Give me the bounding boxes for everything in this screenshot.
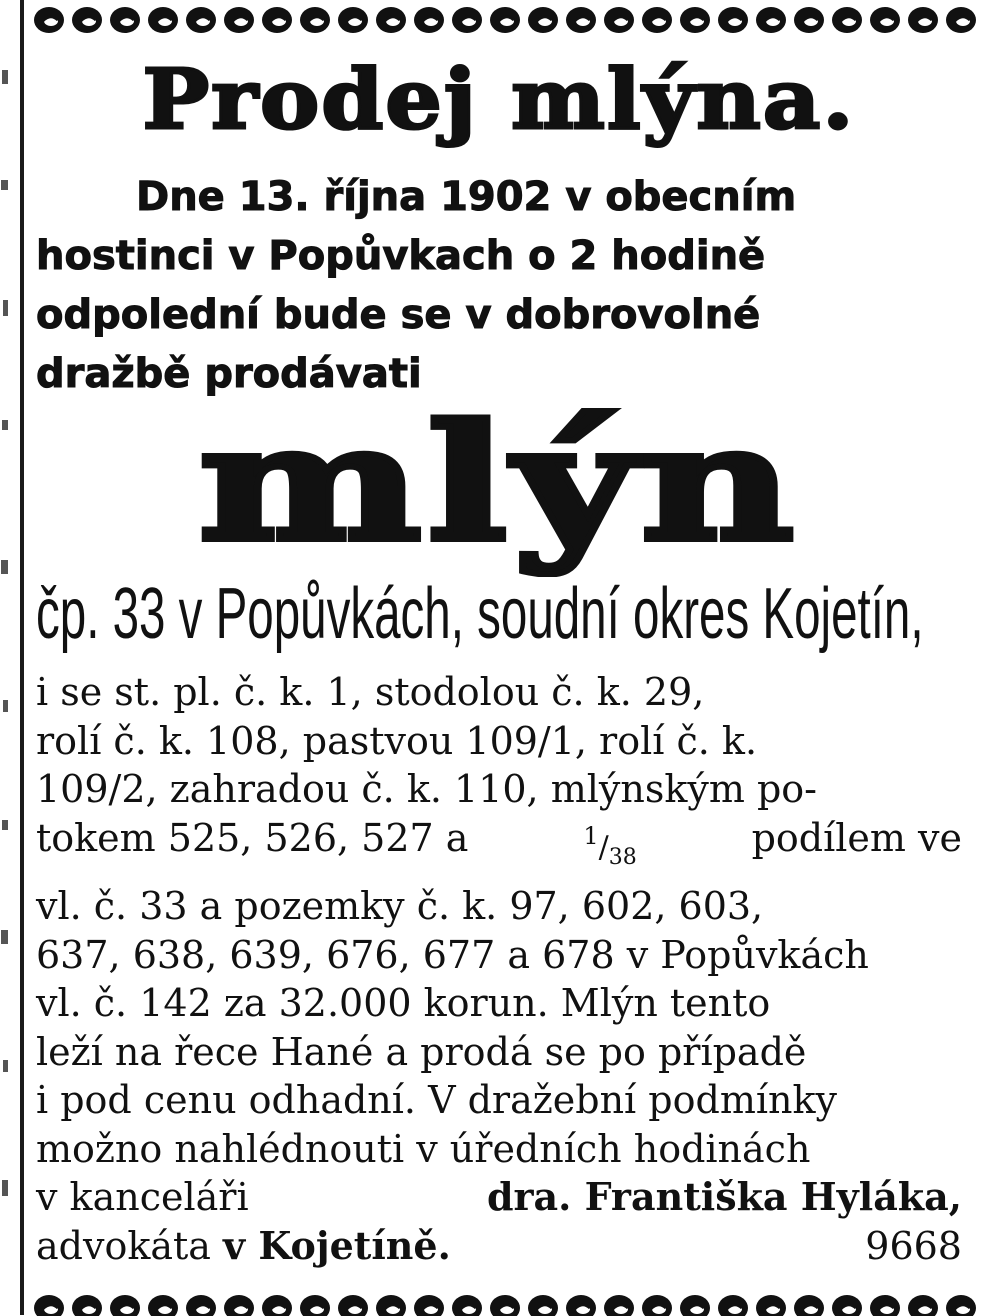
- body-line: [36, 1125, 962, 1174]
- border-ornament: [794, 7, 824, 33]
- border-ornament: [604, 1295, 634, 1316]
- border-ornament: [756, 7, 786, 33]
- border-ornament: [566, 1295, 596, 1316]
- border-ornament: [528, 7, 558, 33]
- border-ornament: [300, 7, 330, 33]
- border-ornament: [376, 1295, 406, 1316]
- body-line: [36, 814, 962, 883]
- body-line: [36, 1222, 962, 1271]
- border-ornament: [72, 7, 102, 33]
- property-subtitle: čp. 33 v Popůvkách, soudní okres Kojetín,: [36, 574, 924, 654]
- intro-line: [36, 286, 962, 345]
- border-ornament: [148, 1295, 178, 1316]
- border-ornament: [338, 7, 368, 33]
- intro-line-text: hostinci v Popůvkach o 2 hodině: [36, 233, 766, 279]
- body-paragraph: [36, 668, 962, 1270]
- body-line: [36, 979, 962, 1028]
- body-line: [36, 931, 962, 980]
- border-ornament: [756, 1295, 786, 1316]
- border-ornament: [870, 7, 900, 33]
- body-line-text: vl. č. 33 a pozemky č. k. 97, 602, 603,: [36, 884, 764, 928]
- body-line-text: i pod cenu odhadní. V dražební podmínky: [36, 1078, 837, 1122]
- body-line: [36, 882, 962, 931]
- intro-line: [36, 168, 962, 227]
- border-ornament: [34, 1295, 64, 1316]
- fraction-numerator: 1: [583, 821, 599, 850]
- body-line: [36, 765, 962, 814]
- ornamental-border-bottom: [30, 1292, 980, 1316]
- border-ornament: [566, 7, 596, 33]
- border-ornament: [642, 7, 672, 33]
- border-ornament: [414, 1295, 444, 1316]
- big-word: mlýn: [198, 389, 800, 577]
- border-ornament: [34, 7, 64, 33]
- fraction: $^1/_{38}$: [583, 821, 637, 870]
- body-line-text: leží na řece Hané a prodá se po případě: [36, 1029, 807, 1074]
- border-ornament: [376, 7, 406, 33]
- border-ornament: [832, 7, 862, 33]
- border-ornament: [718, 1295, 748, 1316]
- intro-line-text: dražbě prodávati: [36, 351, 422, 397]
- fraction-denominator: 38: [608, 844, 637, 870]
- border-ornament: [908, 1295, 938, 1316]
- border-ornament: [72, 1295, 102, 1316]
- advertisement: [36, 50, 962, 1270]
- border-ornament: [414, 7, 444, 33]
- place: v Kojetíně.: [223, 1222, 451, 1268]
- border-ornament: [224, 1295, 254, 1316]
- body-line: [36, 717, 962, 766]
- body-line: [36, 1076, 962, 1125]
- border-ornament: [300, 1295, 330, 1316]
- body-line-text: i se st. pl. č. k. 1, stodolou č. k. 29,: [36, 670, 705, 714]
- body-line: [36, 668, 962, 717]
- border-ornament: [870, 1295, 900, 1316]
- border-ornament: [148, 7, 178, 33]
- border-ornament: [452, 1295, 482, 1316]
- body-line: [36, 1173, 962, 1222]
- border-ornament: [338, 1295, 368, 1316]
- body-line-text: 637, 638, 639, 676, 677 a 678 v Popůvkách: [36, 932, 869, 977]
- border-ornament: [110, 7, 140, 33]
- lawyer-name: dra. Františka Hyláka,: [486, 1174, 962, 1219]
- border-ornament: [946, 1295, 976, 1316]
- body-line-text: vl. č. 142 za 32.000 korun. Mlýn tento: [36, 981, 771, 1025]
- body-line-text: 109/2, zahradou č. k. 110, mlýnským po-: [36, 767, 817, 811]
- intro-line-text: odpolední bude se v dobrovolné: [36, 292, 761, 338]
- headline: Prodej mlýna.: [142, 52, 856, 148]
- border-ornament: [452, 7, 482, 33]
- intro-paragraph: [36, 168, 962, 404]
- border-ornament: [490, 1295, 520, 1316]
- border-ornament: [680, 1295, 710, 1316]
- border-ornament: [718, 7, 748, 33]
- border-ornament: [528, 1295, 558, 1316]
- border-ornament: [224, 7, 254, 33]
- body-line-text: možno nahlédnouti v úředních hodinách: [36, 1126, 811, 1171]
- border-ornament: [110, 1295, 140, 1316]
- body-line-text: tokem 525, 526, 527 a: [36, 815, 469, 860]
- ad-number: 9668: [865, 1223, 962, 1268]
- intro-line-text: Dne 13. října 1902 v obecním: [136, 174, 797, 220]
- border-ornament: [490, 7, 520, 33]
- intro-line: [36, 227, 962, 286]
- border-ornament: [186, 7, 216, 33]
- border-ornament: [946, 7, 976, 33]
- advocate-word: advokáta: [36, 1223, 211, 1268]
- column-rule: [20, 0, 24, 1315]
- body-line-text: podílem ve: [751, 815, 962, 860]
- office-prefix: v kanceláři: [36, 1175, 249, 1219]
- border-ornament: [262, 7, 292, 33]
- border-ornament: [262, 1295, 292, 1316]
- border-ornament: [908, 7, 938, 33]
- adjacent-column-fragment: [0, 0, 14, 1315]
- border-ornament: [642, 1295, 672, 1316]
- signature-group: [36, 1222, 451, 1271]
- body-line: [36, 1028, 962, 1077]
- border-ornament: [186, 1295, 216, 1316]
- body-line-text: rolí č. k. 108, pastvou 109/1, rolí č. k.: [36, 718, 758, 763]
- border-ornament: [794, 1295, 824, 1316]
- ornamental-border-top: [30, 4, 980, 36]
- border-ornament: [604, 7, 634, 33]
- border-ornament: [680, 7, 710, 33]
- border-ornament: [832, 1295, 862, 1316]
